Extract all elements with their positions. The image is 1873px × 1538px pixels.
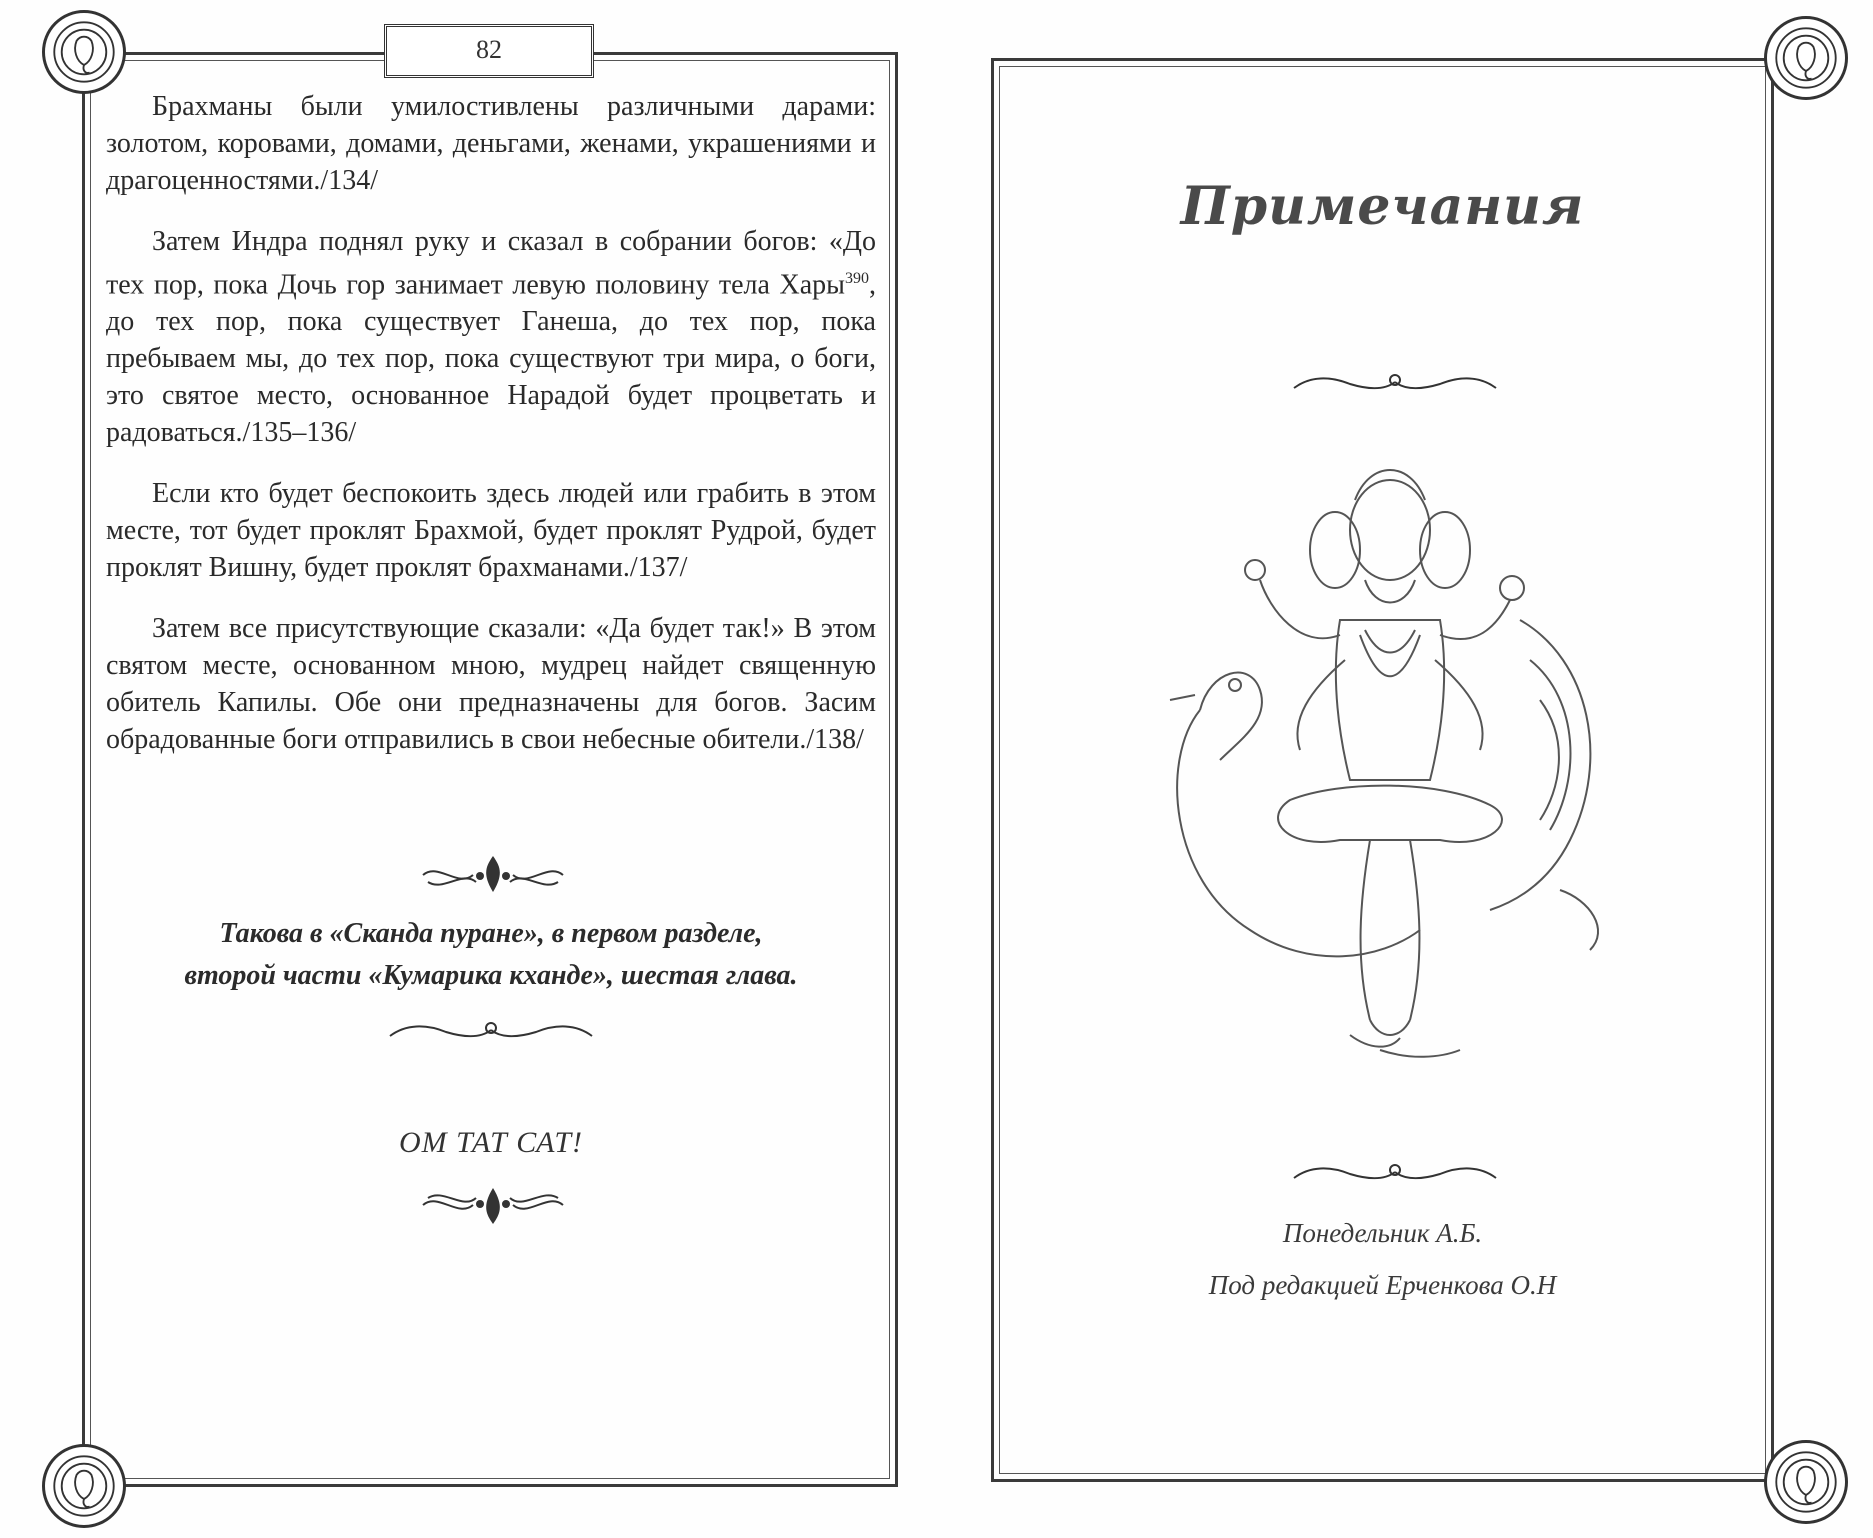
ganesha-medallion-icon	[1764, 16, 1848, 100]
credit-swirl-divider-icon	[1290, 1158, 1500, 1188]
title-swirl-divider-icon	[1290, 368, 1500, 398]
floral-ornament-bottom-icon	[418, 1182, 568, 1228]
ganesha-medallion-icon	[42, 1444, 126, 1528]
ganesha-medallion-icon	[1764, 1440, 1848, 1524]
paragraph-4: Затем все присутствующие сказали: «Да будет так!» В этом святом месте, основанном мною, мудрец найдет священную обитель Капилы. Обе они предназначены для богов. Засим обрадованные боги отправились в свои небесные обители./138/	[106, 613, 876, 756]
brahma-illustration	[1140, 460, 1640, 1080]
author-credit: Понедельник А.Б.	[1282, 1218, 1483, 1248]
closing-line-1: Такова в «Сканда пуране», в первом разделе,	[219, 918, 763, 949]
page-number: 82	[384, 24, 594, 78]
ganesha-medallion-icon	[42, 10, 126, 94]
om-tat-sat: ОМ ТАТ САТ!	[398, 1126, 584, 1159]
editor-credit: Под редакцией Ерченкова О.Н	[1208, 1270, 1557, 1300]
paragraph-1: Брахманы были умилостивлены различными дарами: золотом, коровами, домами, деньгами, женами, украшениями и драгоценностями./134/	[106, 91, 876, 196]
notes-title: Примечания	[1180, 176, 1585, 237]
left-page-text	[106, 88, 876, 782]
swirl-divider-icon	[386, 1016, 596, 1046]
paragraph-2: Затем Индра поднял руку и сказал в собрании богов: «До тех пор, пока Дочь гор занимает левую половину тела Хары$^{390}$, до тех пор, пока существует Ганеша, до тех пор, пока пребываем мы, до тех пор, пока существуют три мира, о боги, это святое место, основанное Нарадой будет процветать и радоваться./135–136/	[106, 226, 876, 449]
footnote-ref: 390	[845, 270, 869, 287]
floral-ornament-icon	[418, 852, 568, 898]
closing-line-2: второй части «Кумарика кханде», шестая глава.	[184, 960, 798, 991]
paragraph-3: Если кто будет беспокоить здесь людей или грабить в этом месте, тот будет проклят Брахмой, будет проклят Рудрой, будет проклят Вишну, будет проклят брахманами./137/	[106, 478, 876, 584]
